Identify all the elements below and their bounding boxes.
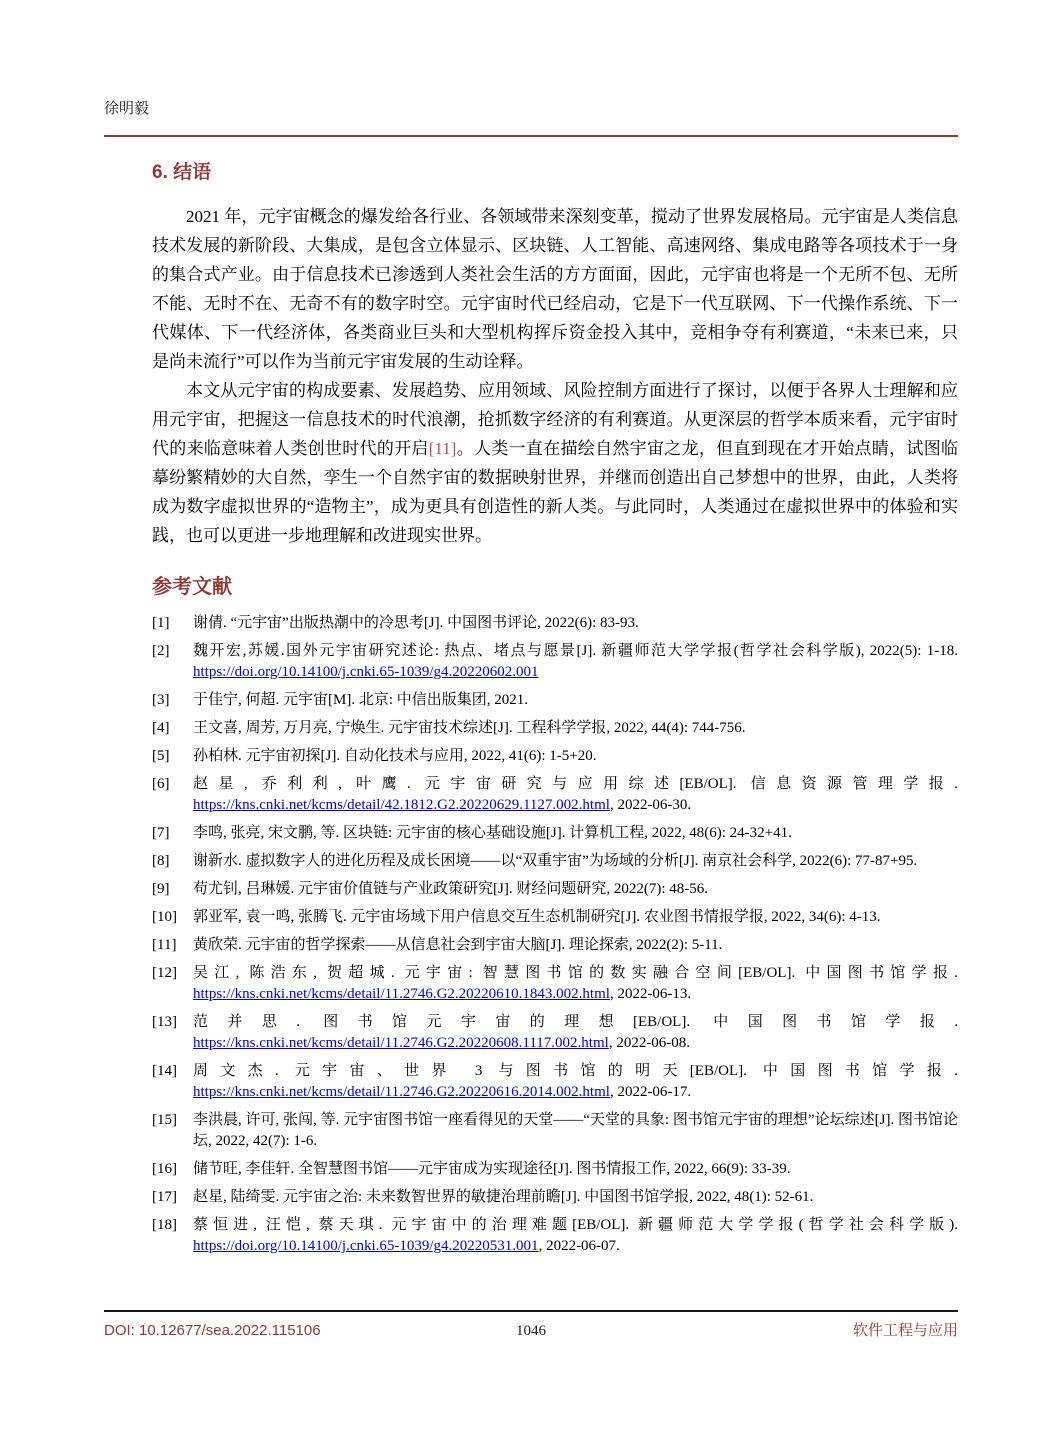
- reference-url-link[interactable]: https://kns.cnki.net/kcms/detail/11.2746.G2.20220610.1843.002.html: [193, 986, 610, 1002]
- reference-text: [193, 613, 958, 634]
- reference-number: [8]: [152, 853, 170, 869]
- reference-item: [152, 1110, 958, 1152]
- reference-item: [152, 690, 958, 711]
- reference-citation-text: 赵星, 陆绮雯. 元宇宙之治: 未来数智世界的敏捷治理前瞻[J]. 中国图书馆学报, 2022, 48(1): 52-61.: [193, 1189, 814, 1205]
- reference-url-link[interactable]: https://doi.org/10.14100/j.cnki.65-1039/g4.20220531.001: [193, 1238, 539, 1254]
- reference-item: [152, 774, 958, 816]
- reference-text: [193, 1215, 958, 1257]
- footer-rule: [104, 1310, 958, 1312]
- section-heading-conclusion: 6. 结语: [152, 162, 212, 183]
- reference-number: [9]: [152, 881, 170, 897]
- paragraph-text: 本文从元宇宙的构成要素、发展趋势、应用领域、风险控制方面进行了探讨，以便于各界人士理解和应用元宇宙，把握这一信息技术的时代浪潮，抢抓数字经济的有利赛道。从更深层的哲学本质来看，元宇宙时代的来临意味着人类创世时代的开启: [152, 381, 958, 458]
- reference-number: [10]: [152, 909, 177, 925]
- reference-citation-text: 蔡恒进, 汪恺, 蔡天琪. 元宇宙中的治理难题[EB/OL]. 新疆师范大学学报(哲学社会科学版).: [193, 1217, 958, 1233]
- reference-item: [152, 879, 958, 900]
- reference-citation-text: , 2022-06-30.: [609, 797, 692, 813]
- reference-text: [193, 1012, 958, 1054]
- conclusion-paragraph-2: [152, 376, 958, 550]
- reference-item: [152, 1215, 958, 1257]
- reference-item: [152, 641, 958, 683]
- reference-url-link[interactable]: https://kns.cnki.net/kcms/detail/42.1812.G2.20220629.1127.002.html: [193, 797, 610, 813]
- reference-citation-text: 储节旺, 李佳轩. 全智慧图书馆——元宇宙成为实现途径[J]. 图书情报工作, 2022, 66(9): 33-39.: [193, 1161, 791, 1177]
- reference-text: [193, 1187, 958, 1208]
- reference-text: [193, 963, 958, 1005]
- reference-text: [193, 851, 958, 872]
- reference-item: [152, 851, 958, 872]
- reference-text: [193, 907, 958, 928]
- reference-number: [7]: [152, 825, 170, 841]
- footer-journal-name: 软件工程与应用: [852, 1323, 958, 1339]
- reference-citation-text: 李鸣, 张亮, 宋文鹏, 等. 区块链: 元宇宙的核心基础设施[J]. 计算机工程, 2022, 48(6): 24-32+41.: [193, 825, 792, 841]
- reference-url-link[interactable]: https://doi.org/10.14100/j.cnki.65-1039/g4.20220602.001: [193, 664, 539, 680]
- footer-page-number: 1046: [516, 1323, 546, 1339]
- reference-item: [152, 718, 958, 739]
- reference-url-link[interactable]: https://kns.cnki.net/kcms/detail/11.2746.G2.20220616.2014.002.html: [193, 1084, 610, 1100]
- reference-text: [193, 1110, 958, 1152]
- reference-item: [152, 823, 958, 844]
- reference-item: [152, 1187, 958, 1208]
- paragraph-text: 2021 年，元宇宙概念的爆发给各行业、各领域带来深刻变革，搅动了世界发展格局。元宇宙是人类信息技术发展的新阶段、大集成，是包含立体显示、区块链、人工智能、高速网络、集成电路等各项技术于一身的集合式产业。由于信息技术已渗透到人类社会生活的方方面面，因此，元宇宙也将是一个无所不包、无所不能、无时不在、无奇不有的数字时空。元宇宙时代已经启动，它是下一代互联网、下一代操作系统、下一代媒体、下一代经济体，各类商业巨头和大型机构挥斥资金投入其中，竞相争夺有利赛道，“未来已来，只是尚未流行”可以作为当前元宇宙发展的生动诠释。: [152, 207, 958, 371]
- reference-number: [1]: [152, 615, 170, 631]
- reference-citation-text: 黄欣荣. 元宇宙的哲学探索——从信息社会到宇宙大脑[J]. 理论探索, 2022(2): 5-11.: [193, 937, 723, 953]
- reference-text: [193, 935, 958, 956]
- reference-number: [3]: [152, 692, 170, 708]
- reference-citation-text: 郭亚军, 袁一鸣, 张腾飞. 元宇宙场域下用户信息交互生态机制研究[J]. 农业图书情报学报, 2022, 34(6): 4-13.: [193, 909, 881, 925]
- reference-citation-text: , 2022-06-17.: [609, 1084, 692, 1100]
- reference-number: [11]: [152, 937, 177, 953]
- reference-text: [193, 1061, 958, 1103]
- reference-item: [152, 963, 958, 1005]
- reference-number: [2]: [152, 643, 170, 659]
- reference-citation-text: 范并思. 图书馆元宇宙的理想[EB/OL]. 中国图书馆学报.: [193, 1014, 958, 1030]
- reference-item: [152, 935, 958, 956]
- reference-item: [152, 1061, 958, 1103]
- reference-item: [152, 1012, 958, 1054]
- reference-text: [193, 718, 958, 739]
- reference-item: [152, 613, 958, 634]
- reference-citation-text: 谢倩. “元宇宙”出版热潮中的冷思考[J]. 中国图书评论, 2022(6): 83-93.: [193, 615, 639, 631]
- reference-citation-text: , 2022-06-13.: [609, 986, 692, 1002]
- header-rule: [104, 135, 958, 137]
- citation-link[interactable]: [11]: [428, 439, 457, 458]
- reference-text: [193, 823, 958, 844]
- reference-number: [17]: [152, 1189, 177, 1205]
- reference-number: [14]: [152, 1063, 177, 1079]
- reference-citation-text: 苟尤钊, 吕琳媛. 元宇宙价值链与产业政策研究[J]. 财经问题研究, 2022(7): 48-56.: [193, 881, 708, 897]
- reference-citation-text: 周文杰. 元宇宙、世界 3 与图书馆的明天[EB/OL]. 中国图书馆学报.: [193, 1063, 958, 1079]
- reference-citation-text: 谢新水. 虚拟数字人的进化历程及成长困境——以“双重宇宙”为场域的分析[J]. 南京社会科学, 2022(6): 77-87+95.: [193, 853, 918, 869]
- page-footer: [104, 1310, 958, 1340]
- reference-text: [193, 690, 958, 711]
- conclusion-paragraph-1: [152, 202, 958, 376]
- reference-item: [152, 907, 958, 928]
- reference-citation-text: 于佳宁, 何超. 元宇宙[M]. 北京: 中信出版集团, 2021.: [193, 692, 528, 708]
- reference-number: [13]: [152, 1014, 177, 1030]
- reference-citation-text: , 2022-06-07.: [538, 1238, 620, 1254]
- footer-doi: DOI: 10.12677/sea.2022.115106: [104, 1322, 321, 1339]
- reference-citation-text: 魏开宏,苏媛.国外元宇宙研究述论: 热点、堵点与愿景[J]. 新疆师范大学学报(哲学社会科学版), 2022(5): 1-18.: [193, 643, 958, 659]
- reference-number: [12]: [152, 965, 177, 981]
- reference-number: [18]: [152, 1217, 177, 1233]
- paragraph-text: 。人类一直在描绘自然宇宙之龙，但直到现在才开始点睛，试图临摹纷繁精妙的大自然，孪生一个自然宇宙的数据映射世界，并继而创造出自己梦想中的世界，由此，人类将成为数字虚拟世界的“造物主”，成为更具有创造性的新人类。与此同时，人类通过在虚拟世界中的体验和实践，也可以更进一步地理解和改进现实世界。: [152, 439, 959, 545]
- reference-citation-text: 李洪晨, 许可, 张闯, 等. 元宇宙图书馆一座看得见的天堂——“天堂的具象: 图书馆元宇宙的理想”论坛综述[J]. 图书馆论坛, 2022, 42(7): 1-6.: [193, 1112, 958, 1149]
- reference-url-link[interactable]: https://kns.cnki.net/kcms/detail/11.2746.G2.20220608.1117.002.html: [193, 1035, 609, 1051]
- running-head-author: 徐明毅: [104, 101, 150, 117]
- reference-text: [193, 641, 958, 683]
- reference-text: [193, 746, 958, 767]
- reference-number: [6]: [152, 776, 170, 792]
- reference-text: [193, 879, 958, 900]
- reference-number: [16]: [152, 1161, 177, 1177]
- reference-item: [152, 746, 958, 767]
- reference-citation-text: , 2022-06-08.: [608, 1035, 691, 1051]
- reference-citation-text: 王文喜, 周芳, 万月亮, 宁焕生. 元宇宙技术综述[J]. 工程科学学报, 2022, 44(4): 744-756.: [193, 720, 746, 736]
- reference-number: [15]: [152, 1112, 177, 1128]
- references-heading: 参考文献: [152, 576, 232, 598]
- reference-text: [193, 1159, 958, 1180]
- reference-text: [193, 774, 958, 816]
- reference-citation-text: 孙柏林. 元宇宙初探[J]. 自动化技术与应用, 2022, 41(6): 1-5+20.: [193, 748, 597, 764]
- reference-number: [4]: [152, 720, 170, 736]
- references-list: [152, 613, 958, 1257]
- reference-citation-text: 赵星, 乔利利, 叶鹰. 元宇宙研究与应用综述[EB/OL]. 信息资源管理学报.: [193, 776, 958, 792]
- conclusion-section: [152, 157, 958, 1257]
- reference-citation-text: 吴江, 陈浩东, 贺超城. 元宇宙: 智慧图书馆的数实融合空间[EB/OL]. 中国图书馆学报.: [193, 965, 958, 981]
- reference-number: [5]: [152, 748, 170, 764]
- reference-item: [152, 1159, 958, 1180]
